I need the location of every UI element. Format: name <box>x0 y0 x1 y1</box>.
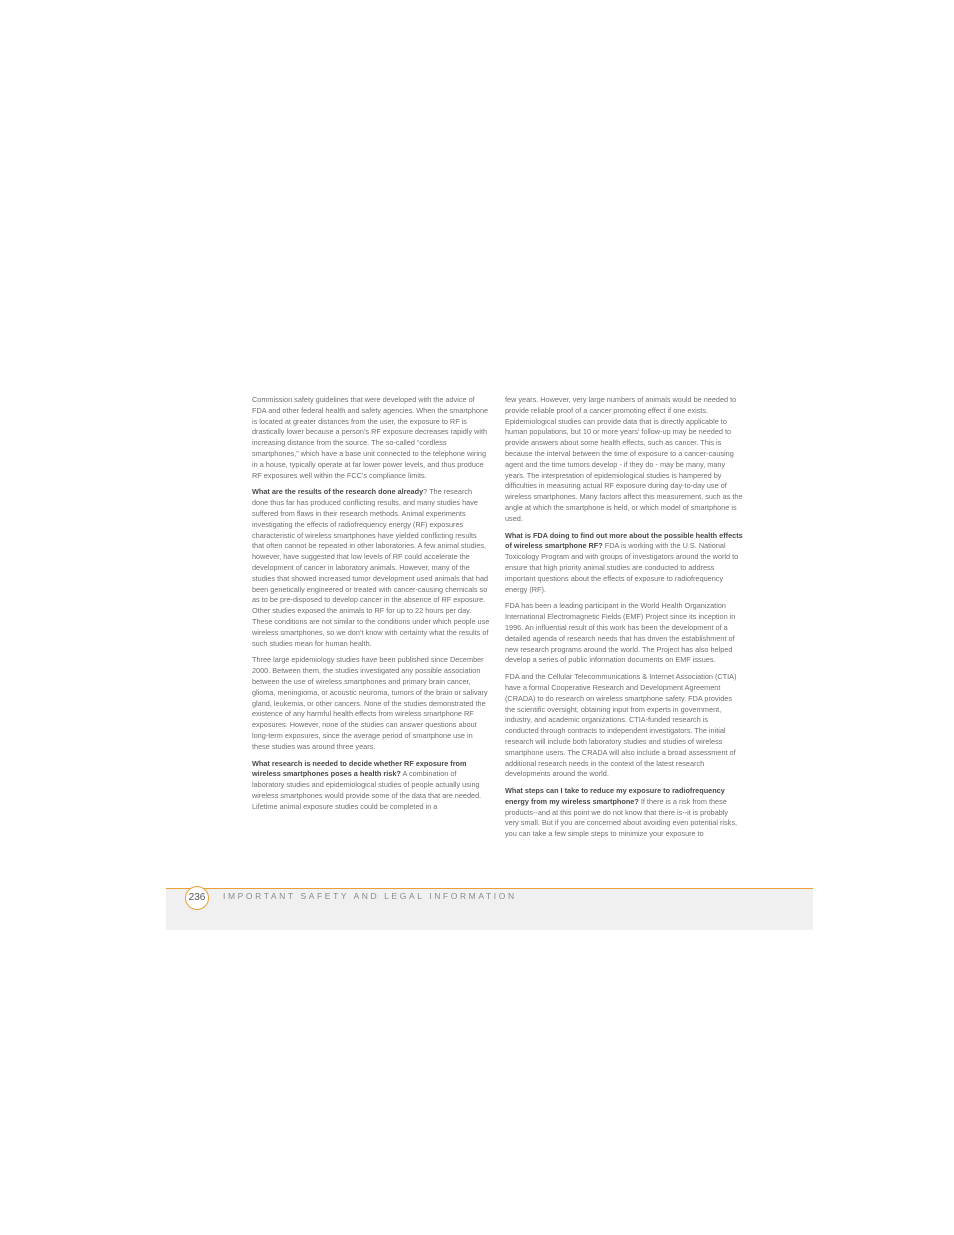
page-number: 236 <box>185 886 209 910</box>
body-text: If there is a risk from these products--and at this point we do not know that there is--it is probably very small. But if you are concerned about avoiding even potential risks, you can take a few simple steps to minimize your exposure to <box>505 796 738 839</box>
body-text: FDA has been a leading participant in the World Health Organization International Electromagnetic Fields (EMF) Project since its inception in 1996. An influential result of this work has been the development of a detailed agenda of research needs that has driven the establishment of new research programs around the world. The Project has also helped develop a series of public information documents on EMF issues. <box>505 601 736 665</box>
body-text: A combination of laboratory studies and epidemiological studies of people actually using wireless smartphones would provide some of the data that are needed. Lifetime animal exposure studies could be completed in a <box>252 769 482 811</box>
body-text: few years. However, very large numbers of animals would be needed to provide reliable proof of a cancer promoting effect if one exists. Epidemiological studies can provide data that is directly applicable to human populations, but 10 or more years’ follow-up may be needed to provide answers about some health effects, such as cancer. This is because the interval between the time of exposure to a cancer-causing agent and the time tumors develop - if they do - may be many, many years. The interpretation of epidemiological studies is hampered by difficulties in measuring actual RF exposure during day-to-day use of wireless smartphones. Many factors affect this measurement, such as the angle at which the smartphone is held, or which model of smartphone is used. <box>505 395 743 523</box>
body-text: Commission safety guidelines that were developed with the advice of FDA and other federal health and safety agencies. When the smartphone is located at greater distances from the user, the exposure to RF is drastically lower because a person’s RF exposure decreases rapidly with increasing distance from the source. The so-called “cordless smartphones,” which have a base unit connected to the telephone wiring in a house, typically operate at far lower power levels, and thus produce RF exposures well within the FCC’s compliance limits. <box>252 395 489 480</box>
paragraph <box>252 487 490 649</box>
paragraph <box>252 655 490 752</box>
section-title: IMPORTANT SAFETY AND LEGAL INFORMATION <box>223 891 517 901</box>
paragraph <box>505 531 743 596</box>
paragraph <box>505 395 743 525</box>
question-heading: What is FDA doing to find out more about the possible health effects of wireless smartphone RF? <box>505 530 743 551</box>
paragraph <box>252 395 490 481</box>
paragraph <box>505 601 743 666</box>
body-text: Three large epidemiology studies have been published since December 2000. Between them, the studies investigated any possible association between the use of wireless smartphones and primary brain cancer, glioma, meningioma, or acoustic neuroma, tumors of the brain or salivary gland, leukemia, or other cancers. None of the studies demonstrated the existence of any harmful health effects from wireless smartphone RF exposures. However, none of the studies can answer questions about long-term exposures, since the average period of smartphone use in these studies was around three years. <box>252 655 488 751</box>
left-column <box>252 395 490 818</box>
paragraph <box>505 672 743 780</box>
question-heading: What research is needed to decide whether RF exposure from wireless smartphones poses a health risk? <box>252 758 467 779</box>
question-heading: What steps can I take to reduce my exposure to radiofrequency energy from my wireless smartphone? <box>505 786 725 806</box>
body-text: FDA and the Cellular Telecommunications & Internet Association (CTIA) have a formal Cooperative Research and Development Agreement (CRADA) to do research on wireless smartphone safety. FDA provides the scientific oversight, obtaining input from experts in government, industry, and academic organizations. CTIA-funded research is conducted through contracts to independent investigators. The initial research will include both laboratory studies and studies of wireless smartphone users. The CRADA will also include a broad assessment of additional research needs in the context of the latest research developments around the world. <box>505 672 737 779</box>
question-heading: What are the results of the research done already <box>252 487 424 497</box>
paragraph <box>252 759 490 813</box>
body-text: FDA is working with the U.S. National Toxicology Program and with groups of investigators around the world to ensure that high priority animal studies are conducted to address important questions about the effects of exposure to radiofrequency energy (RF). <box>505 541 739 594</box>
body-text: ? The research done thus far has produced conflicting results, and many studies have suffered from flaws in their research methods. Animal experiments investigating the effects of radiofrequency energy (RF) exposures characteristic of wireless smartphones have yielded conflicting results that often cannot be repeated in other laboratories. A few animal studies, however, have suggested that low levels of RF could accelerate the development of cancer in laboratory animals. However, many of the studies that showed increased tumor development used animals that had been genetically engineered or treated with cancer-causing chemicals so as to be pre-disposed to develop cancer in the absence of RF exposure. Other studies exposed the animals to RF for up to 22 hours per day. These conditions are not similar to the conditions under which people use wireless smartphones, so we don’t know with certainty what the results of such studies mean for human health. <box>252 487 490 648</box>
paragraph <box>505 786 743 840</box>
right-column <box>505 395 743 846</box>
